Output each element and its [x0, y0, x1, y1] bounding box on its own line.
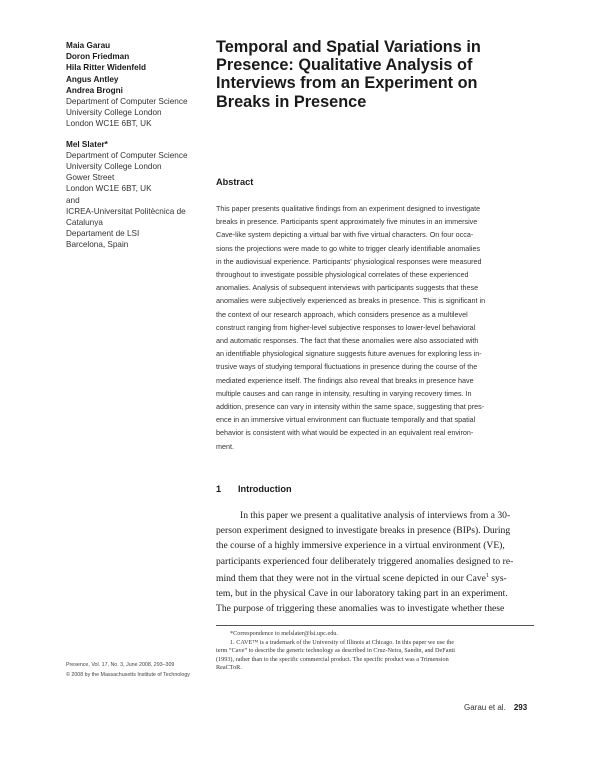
abstract-line: an identifiable physiological signature suggests future avenues for exploring less in-: [216, 349, 482, 359]
affiliation-line: Barcelona, Spain: [66, 240, 129, 250]
body-line: tem, but in the physical Cave in our laboratory taking part in an experiment.: [216, 588, 508, 600]
affiliation-line: University College London: [66, 162, 162, 172]
abstract-line: ment.: [216, 441, 234, 451]
affiliation-line: London WC1E 6BT, UK: [66, 184, 152, 194]
abstract-line: ence in an immersive virtual environment can fluctuate temporally and that spatial: [216, 415, 476, 425]
abstract-body: [216, 202, 536, 453]
journal-copyright: © 2008 by the Massachusetts Institute of Technology: [66, 671, 190, 678]
abstract-line: anomalies were subjectively experienced as breaks in presence. This is significant in: [216, 296, 486, 306]
affiliation-line: ICREA-Universitat Politècnica de: [66, 206, 186, 216]
page-number: 293: [513, 703, 528, 712]
affiliation-line: Departament de LSI: [66, 229, 140, 239]
author-list: [66, 40, 206, 251]
footnote-line: ReaCToR.: [216, 664, 242, 672]
body-line: In this paper we present a qualitative analysis of interviews from a 30-: [240, 510, 511, 521]
abstract-line: addition, presence can vary in intensity within the same space, suggesting that pres-: [216, 402, 485, 412]
abstract-heading: Abstract: [216, 177, 254, 187]
author-name: Andrea Brogni: [66, 85, 123, 95]
section-heading-introduction: [216, 484, 292, 494]
section-number: 1: [216, 484, 222, 494]
abstract-line: construct ranging from higher-level subjective responses to lower-level behavioral: [216, 322, 476, 332]
author-name: Angus Antley: [66, 74, 119, 84]
author-name: Doron Friedman: [66, 52, 130, 62]
running-author: Garau et al.: [464, 703, 506, 712]
footnote-line: 1. CAVE™ is a trademark of the University of Illinois at Chicago. In this paper we use the: [230, 638, 455, 646]
body-line: [216, 569, 536, 586]
journal-info: [66, 661, 216, 680]
running-footer: [464, 703, 527, 712]
affiliation-line: Catalunya: [66, 218, 103, 228]
introduction-body: [216, 508, 536, 617]
abstract-line: trusive ways of studying temporal fluctuations in presence during the course of the: [216, 362, 478, 372]
paper-title: Temporal and Spatial Variations in Presence: Qualitative Analysis of Interviews from an Experiment on Breaks in Presence: [216, 38, 481, 111]
abstract-line: in the audiovisual experience. Participants' physiological responses were measured: [216, 256, 482, 266]
section-title: Introduction: [238, 484, 292, 494]
abstract-line: Cave-like system depicting a virtual bar with five virtual characters. On four occa-: [216, 230, 474, 240]
footnote-marker: 1: [485, 572, 489, 579]
body-line-text: mind them that they were not in the virtual scene depicted in our Cave: [216, 573, 486, 584]
body-line-tail: sys-: [488, 573, 507, 584]
abstract-line: and automatic responses. The fact that these anomalies were also associated with: [216, 336, 479, 346]
abstract-line: breaks in presence. Participants spent approximately five minutes in an immersive: [216, 217, 478, 227]
body-line: person experiment designed to investigate breaks in presence (BIPs). During: [216, 525, 511, 537]
body-line: participants experienced four deliberately triggered anomalies designed to re-: [216, 555, 514, 567]
abstract-line: anomalies. Analysis of subsequent interviews with participants suggests that these: [216, 283, 479, 293]
abstract-line: This paper presents qualitative findings from an experiment designed to investigate: [216, 204, 481, 213]
author-name: Mel Slater*: [66, 139, 108, 149]
corresponding-author-block: [66, 139, 206, 251]
affiliation-line: University College London: [66, 108, 162, 118]
affiliation-line: and: [66, 195, 80, 205]
author-name: Maia Garau: [66, 41, 111, 50]
footnotes: [216, 630, 536, 673]
affiliation-line: London WC1E 6BT, UK: [66, 119, 152, 129]
footnote-line: *Correspondence to melslater@lsi.upc.edu.: [230, 630, 338, 637]
body-line: the course of a highly immersive experience in a virtual environment (VE),: [216, 540, 505, 552]
affiliation-line: Department of Computer Science: [66, 97, 188, 107]
abstract-line: mediated experience itself. The findings also reveal that breaks in presence have: [216, 375, 474, 385]
author-name: Hila Ritter Widenfeld: [66, 63, 146, 73]
footnote-line: term “Cave” to describe the generic technology as described in Cruz-Neira, Sandin, and DeFanti: [216, 647, 455, 655]
abstract-line: behavior is consistent with what would be expected in an equivalent real environ-: [216, 428, 474, 438]
footnote-line: (1993), rather than to the specific commercial product. The specific product was a Trimension: [216, 655, 449, 663]
affiliation-line: Gower Street: [66, 173, 115, 183]
abstract-line: sions the projections were made to go white to trigger clearly identifiable anomalies: [216, 243, 481, 253]
body-line: The purpose of triggering these anomalies was to investigate whether these: [216, 603, 505, 615]
abstract-line: the context of our research approach, which considers presence as a multilevel: [216, 309, 468, 319]
journal-citation: Presence, Vol. 17, No. 3, June 2008, 293–309: [66, 662, 175, 668]
affiliation-line: Department of Computer Science: [66, 150, 188, 160]
footnote-divider: [216, 625, 534, 626]
abstract-line: multiple causes and can range in intensity, resulting in varying recovery times. In: [216, 388, 472, 398]
abstract-line: throughout to investigate possible physiological correlates of these experienced: [216, 270, 469, 280]
